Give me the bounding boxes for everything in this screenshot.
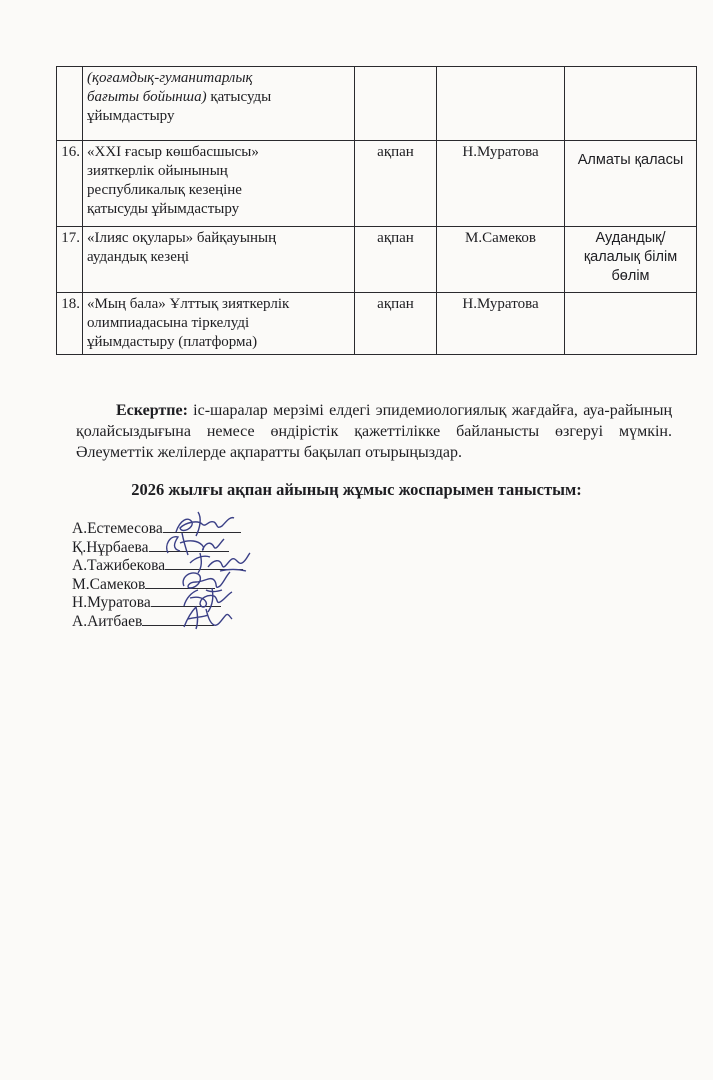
work-plan-table [56,66,697,355]
acknowledgement-heading: 2026 жылғы ақпан айының жұмыс жоспарымен таныстым: [131,480,582,499]
title-line-italic: бағыты бойынша) [87,89,207,105]
table-row [57,227,697,293]
title-line: ұйымдастыру [87,108,175,124]
signer-name: Н.Муратова [72,594,151,611]
signer-name: А.Аитбаев [72,612,143,630]
title-line: республикалық кезеңіне [87,182,242,198]
responsible-person [437,67,565,141]
title-line-rest: қатысуды [206,89,272,105]
event-month: ақпан [355,293,437,355]
title-line: зияткерлік ойынының [87,163,228,179]
signer-name: А.Тажибекова [72,557,166,574]
responsible-person: Н.Муратова [437,141,565,227]
event-title [83,293,355,355]
event-place [565,67,697,141]
event-title [83,227,355,293]
title-line: қатысуды ұйымдастыру [87,201,240,217]
title-line: «Ілияс оқулары» байқауының [87,230,277,246]
event-place: Аудандық/ қалалық білім бөлім [565,227,697,293]
signature-list [72,518,372,629]
event-title [83,141,355,227]
handwritten-signature [174,603,234,633]
event-month: ақпан [355,227,437,293]
signer-name: А.Естемесова [72,520,163,537]
table-row [57,293,697,355]
responsible-person: М.Самеков [437,227,565,293]
event-place [565,293,697,355]
table-row [57,67,697,141]
note-paragraph [76,400,672,463]
title-line: (қоғамдық-гуманитарлық [87,70,253,86]
title-line: олимпиадасына тіркелуді [87,315,250,331]
event-title [83,67,355,141]
row-number: 17. [57,227,83,293]
note-text: іс-шаралар мерзімі елдегі эпидемиологиялық жағдайға, ауа-райының қолайсыздығына немесе өндірістік қажеттілікке байланысты өзгеруі мүмкін. Әлеуметтік желілерде ақпаратты бақылап отырыңыздар. [76,402,672,461]
event-month [355,67,437,141]
signer-name: М.Самеков [72,575,146,593]
title-line [87,88,350,107]
row-number: 16. [57,141,83,227]
title-line: ұйымдастыру (платформа) [87,334,258,350]
signature-row [72,611,372,630]
row-number [57,67,83,141]
title-line: «XXI ғасыр көшбасшысы» [87,144,259,160]
event-month: ақпан [355,141,437,227]
row-number: 18. [57,293,83,355]
event-place: Алматы қаласы [565,141,697,227]
signer-name: Қ.Нұрбаева [72,538,149,556]
note-label: Ескертпе: [116,402,188,419]
title-line: «Мың бала» Ұлттық зияткерлік [87,296,290,312]
table-row [57,141,697,227]
responsible-person: Н.Муратова [437,293,565,355]
title-line: аудандық кезеңі [87,249,190,265]
